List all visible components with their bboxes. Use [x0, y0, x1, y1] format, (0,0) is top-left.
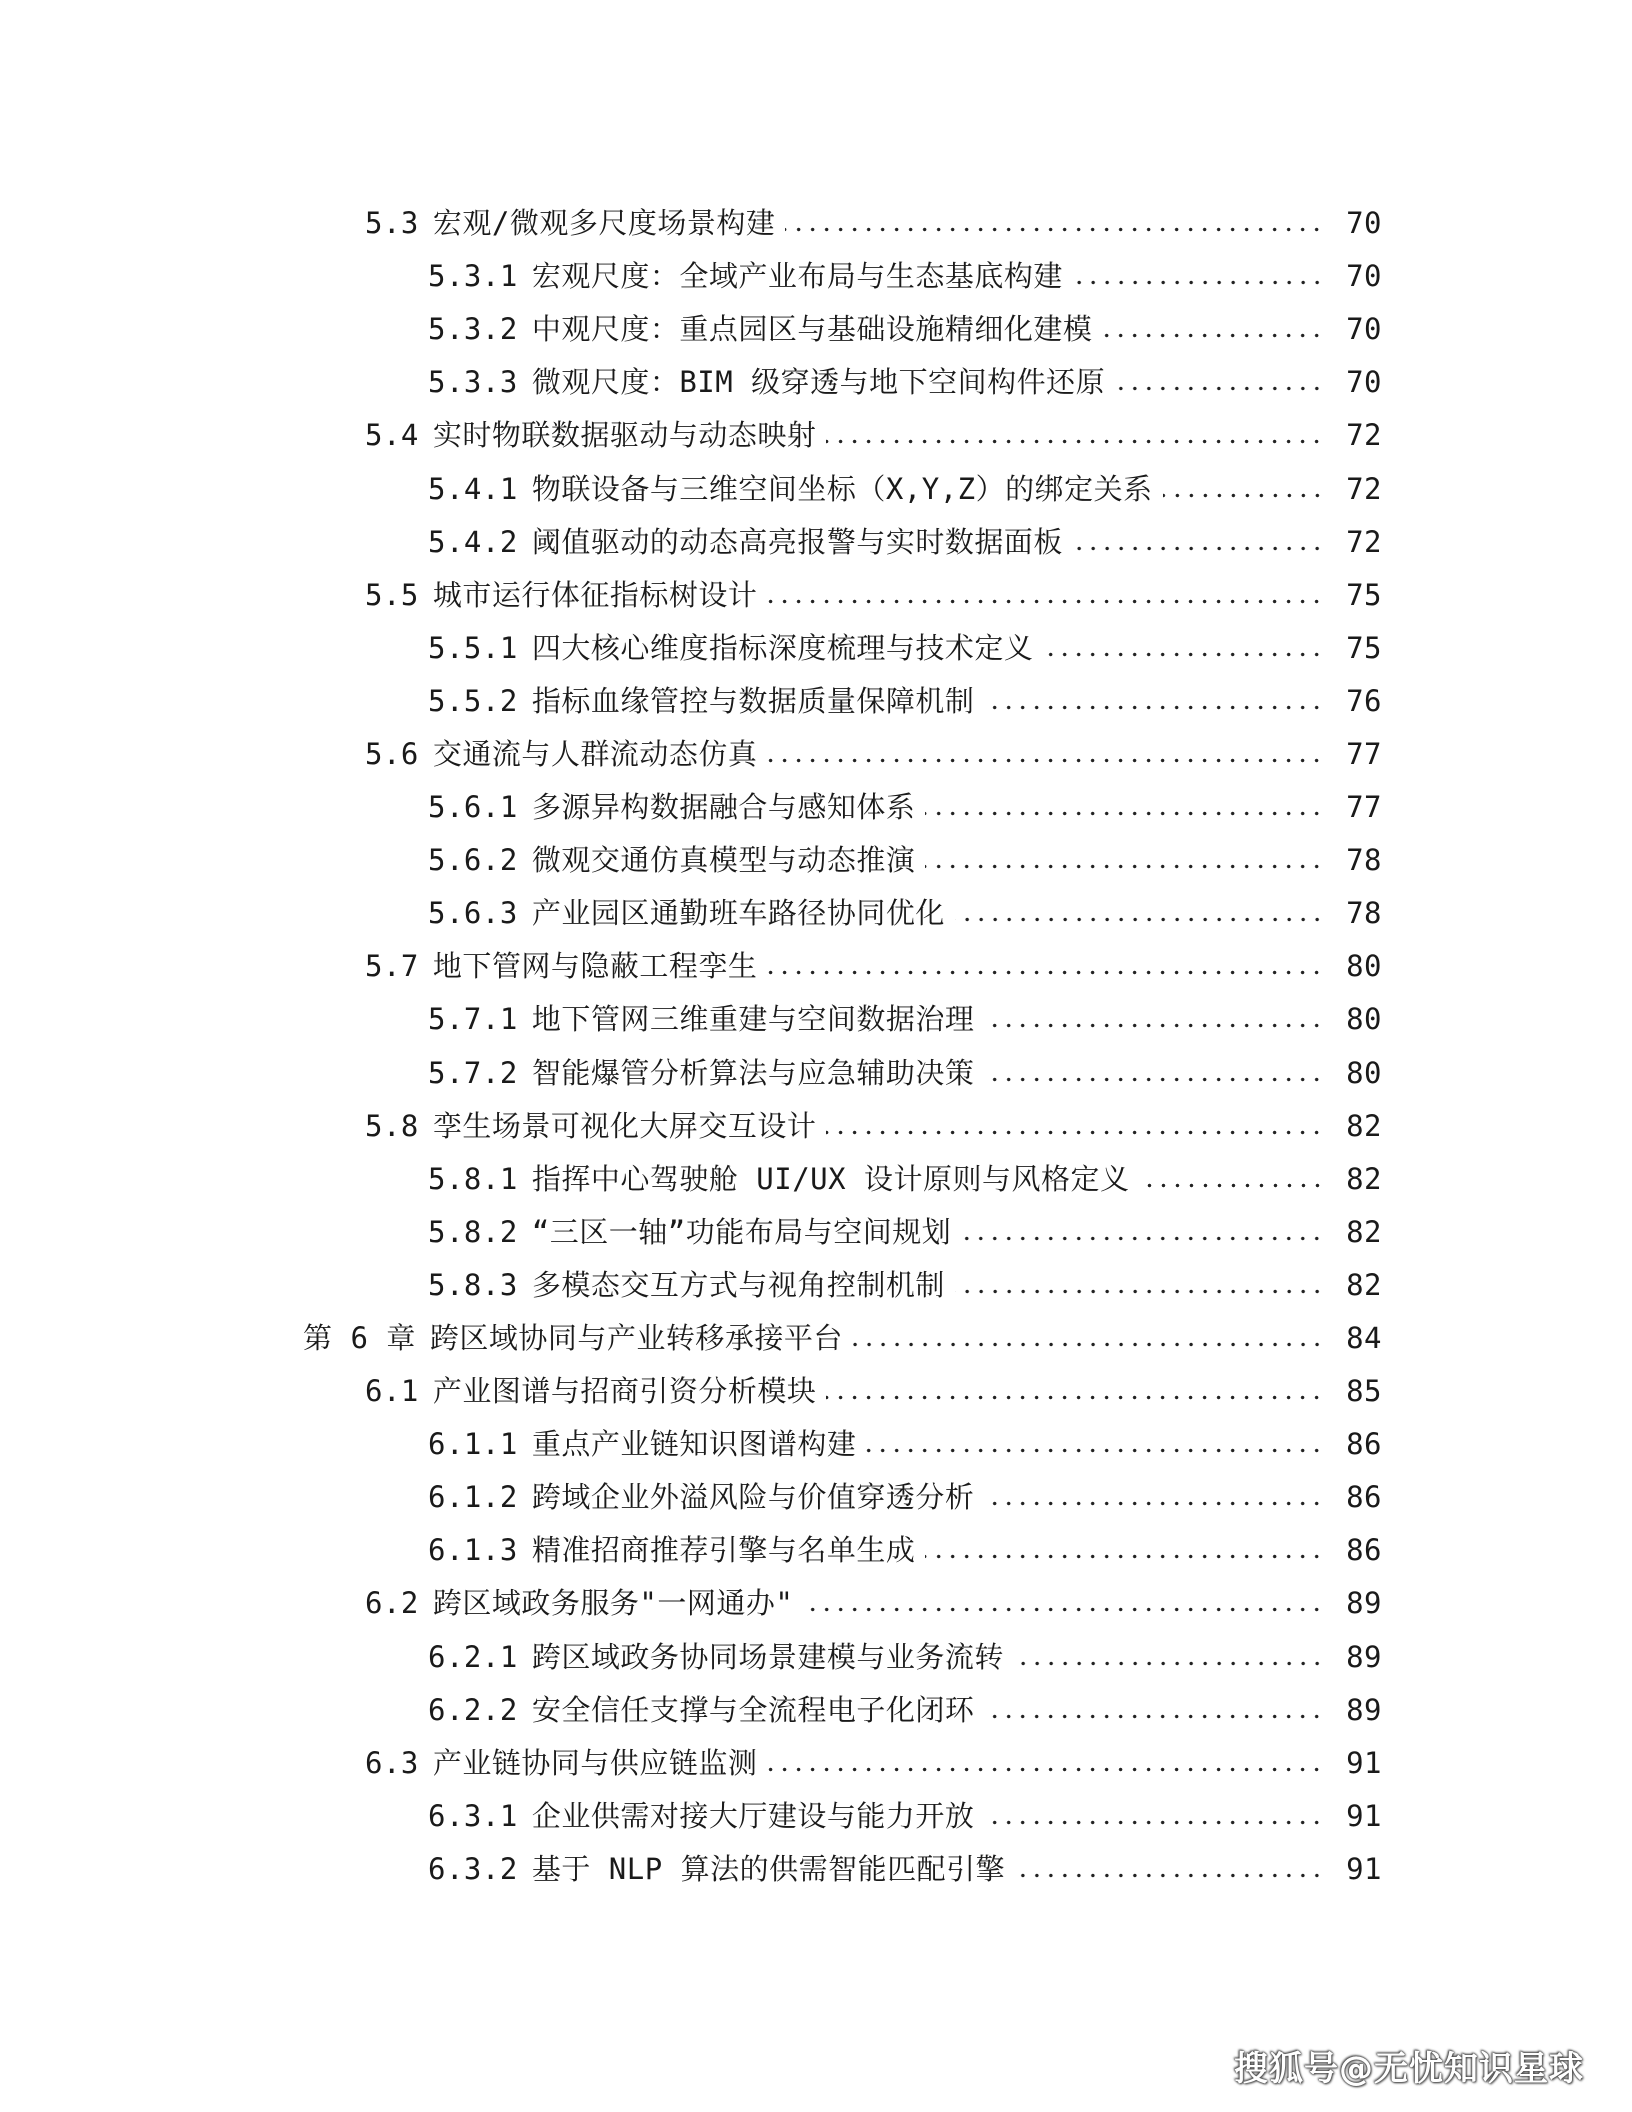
toc-entry-number: 5.6.2: [428, 843, 518, 878]
dot-leader: [925, 846, 1324, 875]
toc-entry[interactable]: [0, 728, 1632, 781]
toc-entry-number: 6.3.2: [428, 1851, 518, 1886]
toc-entry[interactable]: [0, 516, 1632, 569]
toc-entry[interactable]: [0, 940, 1632, 993]
toc-entry-number: 5.8: [365, 1108, 419, 1143]
toc-entry-page-number: 70: [1346, 312, 1382, 347]
toc-entry-number: 6.2.1: [428, 1639, 518, 1674]
toc-entry-page-number: 82: [1346, 1214, 1382, 1249]
toc-entry-number: 5.6.3: [428, 896, 518, 931]
toc-entry-title: 智能爆管分析算法与应急辅助决策: [531, 1055, 975, 1090]
toc-entry-title: 指标血缘管控与数据质量保障机制: [531, 683, 975, 718]
toc-entry-number: 5.4.2: [428, 524, 518, 559]
toc-entry-number: 5.5: [365, 577, 419, 612]
toc-entry-title: 跨域企业外溢风险与价值穿透分析: [531, 1480, 975, 1515]
dot-leader: [955, 899, 1324, 928]
toc-entry-page-number: 77: [1346, 790, 1382, 825]
toc-entry-number: 5.7: [365, 949, 419, 984]
toc-entry-page-number: 76: [1346, 683, 1382, 718]
toc-entry-number: 5.8.1: [428, 1161, 518, 1196]
dot-leader: [984, 1696, 1324, 1725]
toc-entry-number: 5.6.1: [428, 790, 518, 825]
dot-leader: [1115, 368, 1324, 397]
toc-entry[interactable]: [0, 1153, 1632, 1206]
toc-entry-title: 实时物联数据驱动与动态映射: [432, 418, 817, 453]
toc-entry[interactable]: [0, 1843, 1632, 1896]
toc-entry[interactable]: [0, 356, 1632, 409]
toc-entry-title: 多模态交互方式与视角控制机制: [531, 1267, 945, 1302]
dot-leader: [1140, 1165, 1324, 1194]
table-of-contents: [0, 197, 1632, 1896]
toc-entry-title: 物联设备与三维空间坐标（X,Y,Z）的绑定关系: [531, 471, 1153, 506]
toc-entry-page-number: 70: [1346, 365, 1382, 400]
toc-entry-page-number: 86: [1346, 1480, 1382, 1515]
toc-entry-page-number: 80: [1346, 949, 1382, 984]
toc-entry-page-number: 84: [1346, 1321, 1382, 1356]
toc-entry-number: 6.1.2: [428, 1480, 518, 1515]
toc-entry-number: 5.3.3: [428, 365, 518, 400]
toc-entry[interactable]: [0, 1790, 1632, 1843]
toc-entry-title: 宏观尺度：全域产业布局与生态基底构建: [531, 259, 1063, 294]
toc-entry-title: 微观交通仿真模型与动态推演: [531, 843, 916, 878]
toc-entry[interactable]: [0, 1100, 1632, 1153]
toc-entry-title: 产业园区通勤班车路径协同优化: [531, 896, 945, 931]
toc-entry[interactable]: [0, 303, 1632, 356]
toc-entry-page-number: 91: [1346, 1745, 1382, 1780]
dot-leader: [925, 793, 1324, 822]
toc-entry-number: 5.6: [365, 736, 419, 771]
toc-entry-title: 产业图谱与招商引资分析模块: [432, 1374, 817, 1409]
toc-entry-page-number: 91: [1346, 1798, 1382, 1833]
dot-leader: [767, 1749, 1324, 1778]
toc-entry-page-number: 72: [1346, 524, 1382, 559]
toc-entry[interactable]: [0, 1471, 1632, 1524]
toc-entry-page-number: 80: [1346, 1055, 1382, 1090]
toc-entry-title: 精准招商推荐引擎与名单生成: [531, 1533, 916, 1568]
toc-entry-page-number: 70: [1346, 206, 1382, 241]
toc-entry-page-number: 72: [1346, 471, 1382, 506]
dot-leader: [984, 1059, 1324, 1088]
toc-entry-number: 6.2.2: [428, 1692, 518, 1727]
toc-entry-number: 5.5.2: [428, 683, 518, 718]
toc-entry[interactable]: [0, 462, 1632, 515]
toc-entry[interactable]: [0, 781, 1632, 834]
toc-entry[interactable]: [0, 409, 1632, 462]
toc-entry[interactable]: [0, 1312, 1632, 1365]
dot-leader: [803, 1589, 1324, 1618]
toc-entry-page-number: 86: [1346, 1427, 1382, 1462]
dot-leader: [826, 1112, 1324, 1141]
toc-entry-page-number: 78: [1346, 843, 1382, 878]
toc-entry[interactable]: [0, 1259, 1632, 1312]
dot-leader: [853, 1324, 1324, 1353]
toc-entry-number: 5.8.3: [428, 1267, 518, 1302]
toc-entry[interactable]: [0, 993, 1632, 1046]
dot-leader: [1014, 1643, 1324, 1672]
toc-entry-title: 跨区域政务协同场景建模与业务流转: [531, 1639, 1004, 1674]
dot-leader: [767, 740, 1324, 769]
toc-entry[interactable]: [0, 250, 1632, 303]
toc-entry-title: 安全信任支撑与全流程电子化闭环: [531, 1692, 975, 1727]
toc-entry-number: 5.4.1: [428, 471, 518, 506]
dot-leader: [984, 1483, 1324, 1512]
toc-entry-number: 5.3: [365, 206, 419, 241]
toc-entry[interactable]: [0, 1047, 1632, 1100]
toc-entry-page-number: 80: [1346, 1002, 1382, 1037]
toc-entry-number: 6.1.1: [428, 1427, 518, 1462]
dot-leader: [767, 952, 1324, 981]
toc-entry[interactable]: [0, 834, 1632, 887]
toc-entry-page-number: 89: [1346, 1586, 1382, 1621]
toc-entry-page-number: 75: [1346, 577, 1382, 612]
dot-leader: [767, 581, 1324, 610]
dot-leader: [1073, 528, 1324, 557]
dot-leader: [925, 1536, 1324, 1565]
toc-entry[interactable]: [0, 1206, 1632, 1259]
toc-entry-title: 企业供需对接大厅建设与能力开放: [531, 1798, 975, 1833]
toc-entry-title: 中观尺度：重点园区与基础设施精细化建模: [531, 312, 1093, 347]
toc-entry[interactable]: [0, 1577, 1632, 1630]
toc-entry-title: 跨区域协同与产业转移承接平台: [429, 1321, 843, 1356]
toc-entry[interactable]: [0, 887, 1632, 940]
toc-entry[interactable]: [0, 675, 1632, 728]
toc-entry-number: 5.7.1: [428, 1002, 518, 1037]
dot-leader: [1043, 634, 1324, 663]
toc-entry[interactable]: [0, 622, 1632, 675]
dot-leader: [955, 1271, 1324, 1300]
toc-entry-page-number: 89: [1346, 1639, 1382, 1674]
toc-entry-title: 地下管网三维重建与空间数据治理: [531, 1002, 975, 1037]
dot-leader: [785, 209, 1324, 238]
toc-entry-page-number: 70: [1346, 259, 1382, 294]
dot-leader: [826, 421, 1324, 450]
toc-entry-number: 5.3.1: [428, 259, 518, 294]
toc-entry[interactable]: [0, 1524, 1632, 1577]
dot-leader: [1015, 1855, 1324, 1884]
watermark-text: 搜狐号@无忧知识星球: [1234, 2049, 1584, 2089]
toc-entry-number: 6.1.3: [428, 1533, 518, 1568]
toc-entry[interactable]: [0, 1684, 1632, 1737]
toc-entry-page-number: 82: [1346, 1161, 1382, 1196]
toc-entry-page-number: 78: [1346, 896, 1382, 931]
toc-entry-number: 第 6 章: [303, 1321, 416, 1356]
toc-entry-number: 6.1: [365, 1374, 419, 1409]
toc-entry-title: 微观尺度：BIM 级穿透与地下空间构件还原: [531, 365, 1106, 400]
toc-entry-title: 指挥中心驾驶舱 UI/UX 设计原则与风格定义: [531, 1161, 1130, 1196]
dot-leader: [1102, 315, 1324, 344]
toc-entry-title: 多源异构数据融合与感知体系: [531, 790, 916, 825]
toc-entry-number: 6.2: [365, 1586, 419, 1621]
toc-entry-number: 5.5.1: [428, 630, 518, 665]
dot-leader: [1073, 262, 1324, 291]
toc-entry-page-number: 86: [1346, 1533, 1382, 1568]
toc-entry-page-number: 82: [1346, 1108, 1382, 1143]
toc-entry-title: 地下管网与隐蔽工程孪生: [432, 949, 758, 984]
toc-entry-title: 重点产业链知识图谱构建: [531, 1427, 857, 1462]
toc-entry[interactable]: [0, 1737, 1632, 1790]
toc-entry-title: 阈值驱动的动态高亮报警与实时数据面板: [531, 524, 1063, 559]
toc-entry-number: 5.3.2: [428, 312, 518, 347]
toc-entry-title: 四大核心维度指标深度梳理与技术定义: [531, 630, 1034, 665]
toc-entry-page-number: 75: [1346, 630, 1382, 665]
toc-entry-number: 6.3.1: [428, 1798, 518, 1833]
toc-entry-page-number: 82: [1346, 1267, 1382, 1302]
toc-entry-title: 产业链协同与供应链监测: [432, 1745, 758, 1780]
toc-entry-title: 交通流与人群流动态仿真: [432, 736, 758, 771]
dot-leader: [984, 1802, 1324, 1831]
toc-entry[interactable]: [0, 569, 1632, 622]
dot-leader: [1163, 475, 1324, 504]
dot-leader: [866, 1430, 1324, 1459]
toc-entry-page-number: 77: [1346, 736, 1382, 771]
toc-entry-number: 5.7.2: [428, 1055, 518, 1090]
toc-entry-number: 5.4: [365, 418, 419, 453]
dot-leader: [984, 687, 1324, 716]
toc-entry-title: 城市运行体征指标树设计: [432, 577, 758, 612]
toc-entry[interactable]: [0, 1631, 1632, 1684]
toc-entry-number: 6.3: [365, 1745, 419, 1780]
dot-leader: [826, 1377, 1324, 1406]
toc-entry-page-number: 72: [1346, 418, 1382, 453]
toc-entry-page-number: 91: [1346, 1851, 1382, 1886]
dot-leader: [961, 1218, 1324, 1247]
toc-entry[interactable]: [0, 1365, 1632, 1418]
toc-entry-title: 跨区域政务服务"一网通办": [432, 1586, 794, 1621]
toc-entry-title: 孪生场景可视化大屏交互设计: [432, 1108, 817, 1143]
toc-entry-page-number: 89: [1346, 1692, 1382, 1727]
toc-entry[interactable]: [0, 197, 1632, 250]
toc-entry-number: 5.8.2: [428, 1214, 518, 1249]
toc-entry-page-number: 85: [1346, 1374, 1382, 1409]
toc-entry-title: “三区一轴”功能布局与空间规划: [531, 1214, 952, 1249]
dot-leader: [984, 1005, 1324, 1034]
toc-entry[interactable]: [0, 1418, 1632, 1471]
toc-entry-title: 基于 NLP 算法的供需智能匹配引擎: [531, 1851, 1006, 1886]
toc-entry-title: 宏观/微观多尺度场景构建: [432, 206, 776, 241]
